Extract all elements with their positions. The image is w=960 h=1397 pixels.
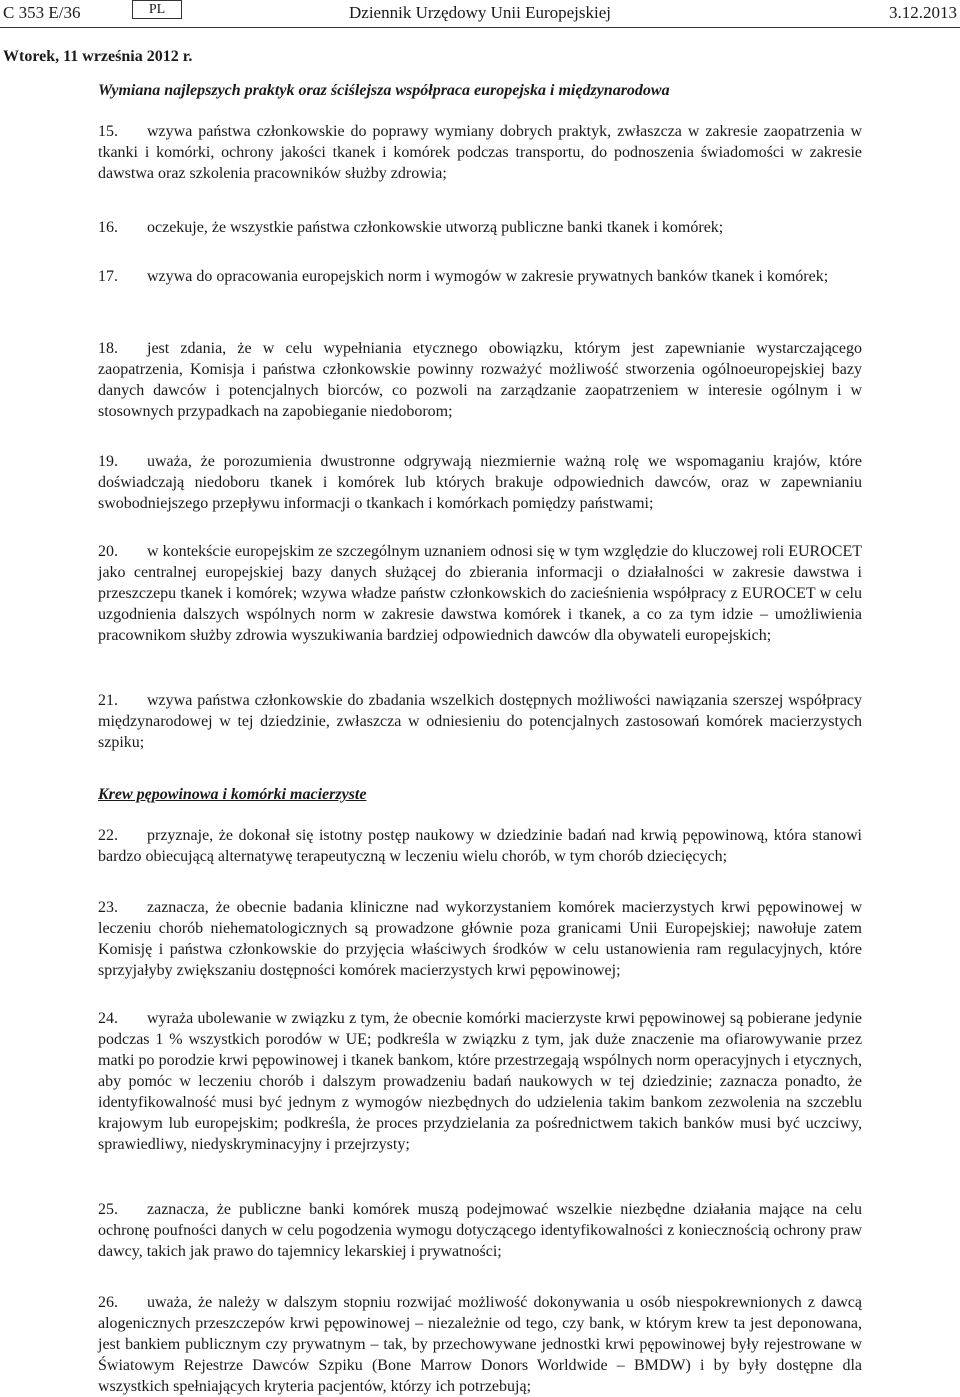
paragraph-number: 21. (98, 692, 118, 709)
header-rule (0, 27, 960, 28)
paragraph-22 (98, 825, 862, 867)
paragraph-text: zaznacza, że obecnie badania kliniczne nad wykorzystaniem komórek macierzystych krwi pępowinowej w leczeniu chorób niehematologicznych są prowadzone głównie poza granicami Unii Europejskiej; nawołuje zatem Komisję i państwa członkowskie do przyjęcia właściwych środków w celu ustanowienia ram regulacyjnych, które sprzyjałyby zwiększaniu dostępności komórek macierzystych krwi pępowinowej; (98, 899, 862, 979)
section-title: Wymiana najlepszych praktyk oraz ściślejsza współpraca europejska i międzynarodowa (98, 82, 670, 99)
journal-reference: C 353 E/36 (3, 3, 81, 22)
paragraph-text: zaznacza, że publiczne banki komórek muszą podejmować wszelkie niezbędne działania mające na celu ochronę poufności danych w celu pogodzenia wymogu dotyczącego identyfikowalności z koniecznością ochrony praw dawcy, takich jak prawo do tajemnicy lekarskiej i prywatności; (98, 1201, 862, 1260)
paragraph-text: wzywa do opracowania europejskich norm i wymogów w zakresie prywatnych banków tkanek i komórek; (147, 268, 829, 285)
paragraph-26 (98, 1292, 862, 1397)
paragraph-20 (98, 541, 862, 646)
paragraph-number: 15. (98, 123, 118, 140)
paragraph-text: uważa, że porozumienia dwustronne odgrywają niezmiernie ważną rolę we wspomaganiu krajów, które doświadczają niedoboru tkanek i komórek lub których brakuje odpowiednich dawców, oraz w zapewnianiu swobodniejszego przepływu informacji o tkankach i komórkach pomiędzy państwami; (98, 453, 862, 512)
publication-date: 3.12.2013 (889, 3, 957, 22)
paragraph-19 (98, 451, 862, 514)
paragraph-text: uważa, że należy w dalszym stopniu rozwijać możliwość dokonywania u osób niespokrewnionych z dawcą alogenicznych przeszczepów krwi pępowinowej – niezależnie od tego, czy bank, w którym krew ta jest deponowana, jest bankiem publicznym czy prywatnym – tak, by przechowywane jednostki krwi pępowinowej były rejestrowane w Światowym Rejestrze Dawców Szpiku (Bone Marrow Donors Worldwide – BMDW) i by były dostępne dla wszystkich spełniających kryteria pacjentów, którzy ich potrzebują; (98, 1294, 862, 1395)
paragraph-text: wzywa państwa członkowskie do zbadania wszelkich dostępnych możliwości nawiązania szerszej współpracy międzynarodowej w tej dziedzinie, zwłaszcza w odniesieniu do potencjalnych zastosowań komórek macierzystych szpiku; (98, 692, 862, 751)
paragraph-number: 23. (98, 899, 118, 916)
section-title-cord-blood: Krew pępowinowa i komórki macierzyste (98, 786, 367, 803)
paragraph-text: przyznaje, że dokonał się istotny postęp naukowy w dziedzinie badań nad krwią pępowinową, która stanowi bardzo obiecującą alternatywę terapeutyczną w leczeniu wielu chorób, w tym chorób dziecięcych; (98, 827, 862, 865)
paragraph-number: 26. (98, 1294, 118, 1311)
paragraph-number: 22. (98, 827, 118, 844)
language-code: PL (132, 0, 182, 19)
paragraph-number: 25. (98, 1201, 118, 1218)
paragraph-number: 19. (98, 453, 118, 470)
paragraph-number: 17. (98, 268, 118, 285)
paragraph-number: 24. (98, 1010, 118, 1027)
paragraph-24 (98, 1008, 862, 1155)
paragraph-17 (98, 266, 862, 287)
paragraph-number: 18. (98, 340, 118, 357)
paragraph-number: 16. (98, 219, 118, 236)
paragraph-text: oczekuje, że wszystkie państwa członkowskie utworzą publiczne banki tkanek i komórek; (147, 219, 724, 236)
paragraph-15 (98, 121, 862, 184)
paragraph-text: wyraża ubolewanie w związku z tym, że obecnie komórki macierzyste krwi pępowinowej są pobierane jedynie podczas 1 % wszystkich porodów w UE; podkreśla w związku z tym, jak duże znaczenie ma ofiarowywanie przez matki po porodzie krwi pępowinowej i tkanek bankom, które przestrzegają wspólnych norm operacyjnych i etycznych, aby pomóc w leczeniu chorób i dalszym prowadzeniu badań naukowych w tej dziedzinie; zaznacza ponadto, że identyfikowalność musi być jednym z wymogów niezbędnych do udzielenia takim bankom zezwolenia na szczeblu krajowym lub europejskim; podkreśla, że proces przydzielania za pośrednictwem takich banków musi być uczciwy, sprawiedliwy, niedyskryminacyjny i przejrzysty; (98, 1010, 862, 1153)
paragraph-18 (98, 338, 862, 422)
paragraph-16 (98, 217, 862, 238)
paragraph-text: wzywa państwa członkowskie do poprawy wymiany dobrych praktyk, zwłaszcza w zakresie zaopatrzenia w tkanki i komórki, ochrony jakości tkanek i komórek podczas transportu, do podnoszenia świadomości w zakresie dawstwa oraz szkolenia pracowników służby zdrowia; (98, 123, 862, 182)
paragraph-text: jest zdania, że w celu wypełniania etycznego obowiązku, którym jest zapewnianie wystarczającego zaopatrzenia, Komisja i państwa członkowskie powinny rozważyć możliwość stworzenia ogólnoeuropejskiej bazy danych dawców i potencjalnych biorców, co pozwoli na zarządzanie zaopatrzeniem w interesie ogólnym i w stosownych przypadkach na zapobieganie niedoborom; (98, 340, 862, 420)
paragraph-25 (98, 1199, 862, 1262)
paragraph-23 (98, 897, 862, 981)
paragraph-21 (98, 690, 862, 753)
sitting-date: Wtorek, 11 września 2012 r. (3, 48, 193, 65)
journal-title: Dziennik Urzędowy Unii Europejskiej (349, 3, 612, 22)
paragraph-number: 20. (98, 543, 118, 560)
paragraph-text: w kontekście europejskim ze szczególnym uznaniem odnosi się w tym względzie do kluczowej roli EUROCET jako centralnej europejskiej bazy danych służącej do zbierania informacji o działalności w zakresie dawstwa i przeszczepu tkanek i komórek; wzywa władze państw członkowskich do zacieśnienia współpracy z EUROCET w celu uzgodnienia dalszych wspólnych norm w zakresie dawstwa komórek i tkanek, a co za tym idzie – umożliwienia pracownikom służby zdrowia wyszukiwania bardziej odpowiednich dawców dla obywateli europejskich; (98, 543, 862, 644)
